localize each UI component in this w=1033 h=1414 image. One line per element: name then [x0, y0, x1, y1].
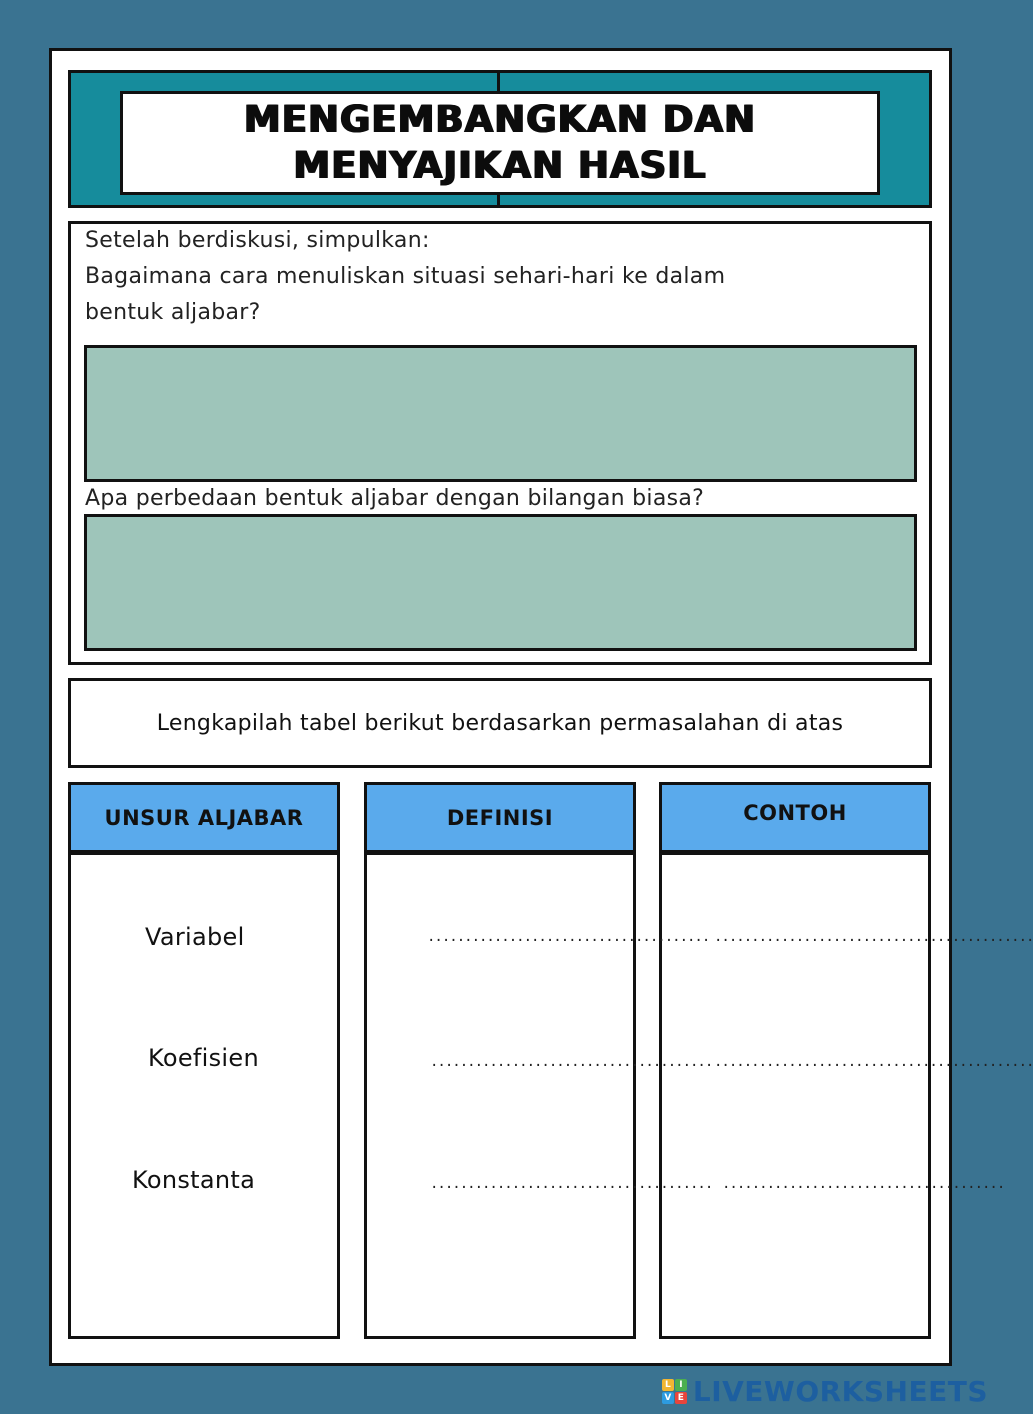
term-koefisien: Koefisien [148, 1044, 259, 1072]
liveworksheets-wordmark: LIVEWORKSHEETS [692, 1374, 988, 1408]
title-line-1: MENGEMBANGKAN DAN [243, 98, 757, 141]
question-intro: Setelah berdiskusi, simpulkan: [85, 228, 430, 253]
title-box [120, 91, 880, 195]
definisi-blank-variabel[interactable]: ...................................... [427, 929, 710, 945]
definisi-blank-koefisien[interactable]: ...................................... [430, 1054, 713, 1070]
liveworksheets-brand[interactable] [662, 1373, 988, 1409]
term-konstanta: Konstanta [132, 1166, 256, 1194]
definisi-blank-konstanta[interactable]: ...................................... [430, 1176, 713, 1192]
instruction-text: Lengkapilah tabel berikut berdasarkan permasalahan di atas [156, 710, 844, 736]
column-body-contoh [659, 852, 931, 1339]
answer-box-1[interactable] [84, 345, 917, 482]
column-header-definisi: DEFINISI [364, 782, 636, 854]
column-header-contoh: CONTOH [659, 782, 931, 854]
question-2: Apa perbedaan bentuk aljabar dengan bilangan biasa? [85, 486, 705, 511]
column-body-definisi [364, 852, 636, 1339]
contoh-blank-variabel[interactable]: ........................................... [714, 929, 1033, 945]
instruction-box [68, 678, 932, 768]
contoh-blank-konstanta[interactable]: ...................................... [722, 1176, 1005, 1192]
liveworksheets-logo-icon: L I V E [662, 1379, 687, 1404]
question-1-line-2: bentuk aljabar? [85, 300, 261, 325]
term-variabel: Variabel [145, 923, 245, 951]
contoh-blank-koefisien[interactable]: ........................................... [714, 1054, 1033, 1070]
column-header-unsur-aljabar: UNSUR ALJABAR [68, 782, 340, 854]
title-line-2: MENYAJIKAN HASIL [293, 144, 707, 187]
answer-box-2[interactable] [84, 514, 917, 651]
question-1-line-1: Bagaimana cara menuliskan situasi sehari-hari ke dalam [85, 264, 726, 289]
